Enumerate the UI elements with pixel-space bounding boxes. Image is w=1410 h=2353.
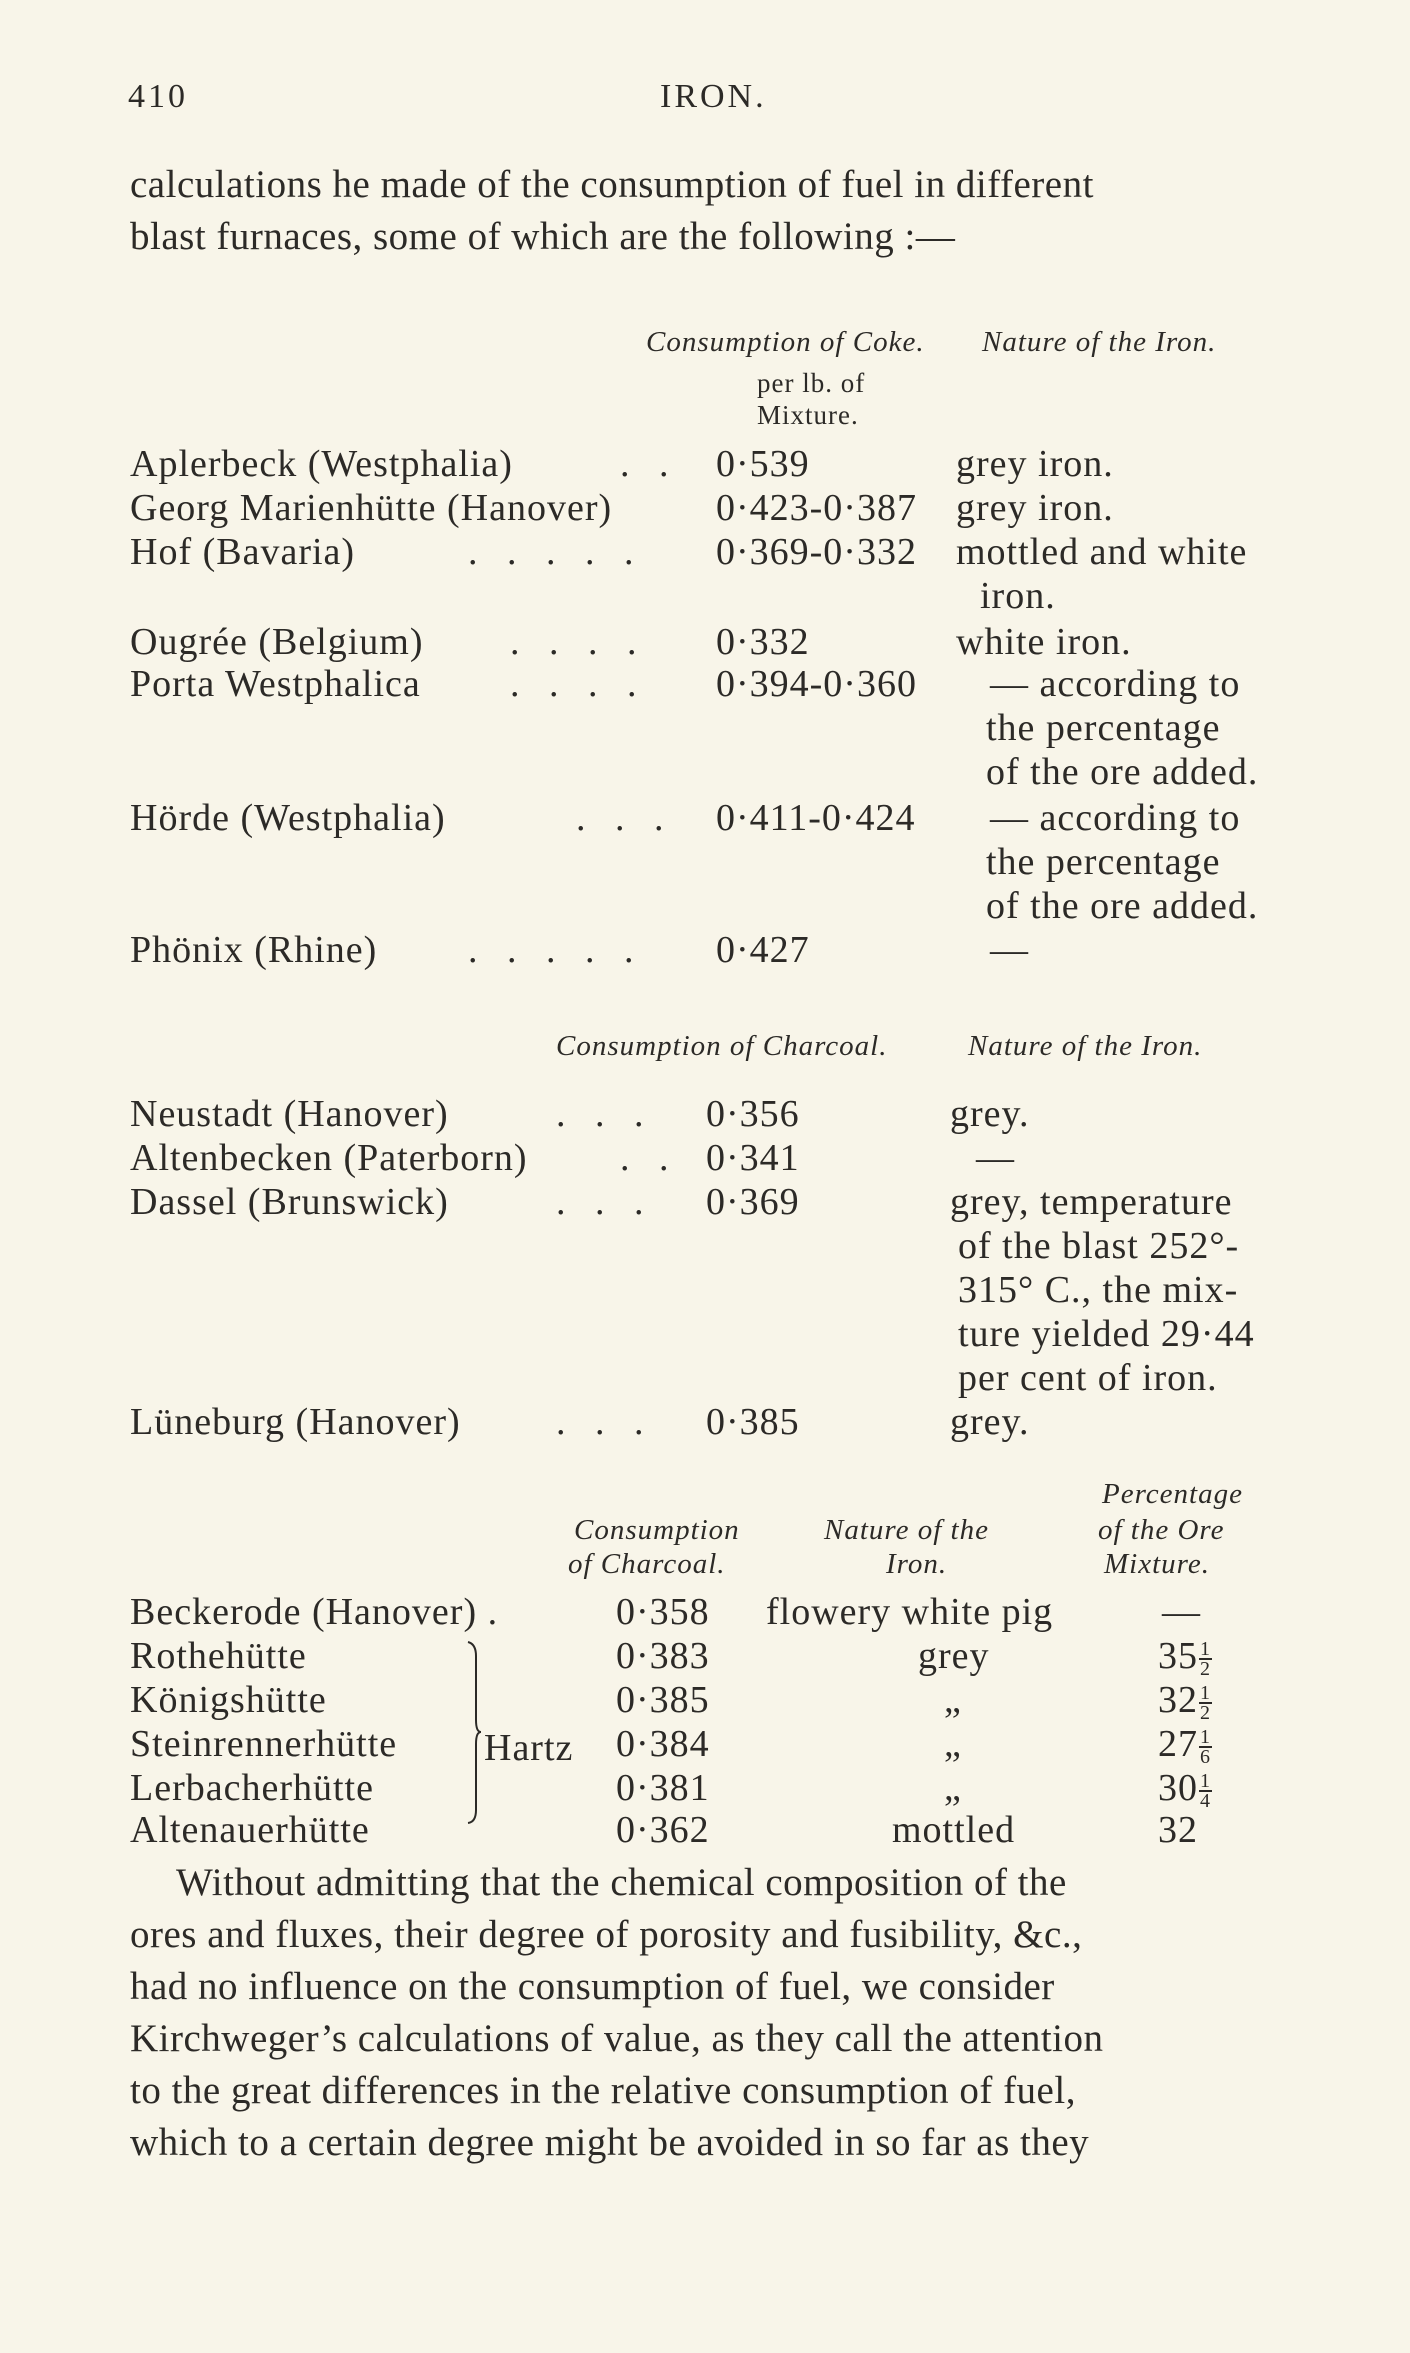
coke-row-value: 0·423-0·387 <box>716 487 917 529</box>
hartz-row-name: Beckerode (Hanover) . <box>130 1591 499 1633</box>
hartz-percent-header-1: Percentage <box>1102 1478 1243 1510</box>
charcoal-row-value: 0·341 <box>706 1137 800 1179</box>
charcoal-consumption-header: Consumption of Charcoal. <box>556 1030 888 1062</box>
coke-per-line-1: per lb. of <box>757 368 866 398</box>
closing-line-2: ores and fluxes, their degree of porosity and fusibility, &c., <box>130 1913 1083 1956</box>
coke-row-nature: grey iron. <box>956 487 1114 529</box>
coke-row-nature: mottled and white <box>956 531 1248 573</box>
charcoal-row-dots: . . . <box>556 1401 654 1443</box>
coke-row-nature: the percentage <box>986 841 1221 883</box>
coke-row-value: 0·332 <box>716 621 810 663</box>
pct-whole: 30 <box>1158 1767 1198 1809</box>
closing-line-6: which to a certain degree might be avoided in so far as they <box>130 2121 1090 2164</box>
pct-fraction <box>1199 1770 1212 1813</box>
hartz-row-nature: „ <box>944 1679 962 1721</box>
closing-line-3: had no influence on the consumption of fuel, we consider <box>130 1965 1055 2008</box>
hartz-row-percent: — <box>1162 1591 1201 1633</box>
coke-row-dots: . . . . . <box>468 531 644 573</box>
coke-row-name: Ougrée (Belgium) <box>130 621 424 663</box>
hartz-row-name: Königshütte <box>130 1679 327 1721</box>
hartz-row-percent: 32 <box>1158 1809 1198 1851</box>
charcoal-row-dots: . . . <box>556 1181 654 1223</box>
hartz-row-value: 0·385 <box>616 1679 710 1721</box>
coke-row-value: 0·539 <box>716 443 810 485</box>
pct-num: 1 <box>1200 1638 1211 1661</box>
charcoal-row-name: Dassel (Brunswick) <box>130 1181 449 1223</box>
coke-row-dots: . . . . <box>510 621 647 663</box>
coke-row-name: Hof (Bavaria) <box>130 531 356 573</box>
coke-row-nature: — according to <box>990 797 1241 839</box>
charcoal-row-nature: — <box>976 1137 1015 1179</box>
charcoal-row-nature: grey, temperature <box>950 1181 1233 1223</box>
hartz-row-nature: mottled <box>892 1809 1016 1851</box>
pct-num: 1 <box>1200 1682 1211 1705</box>
pct-fraction <box>1199 1726 1212 1769</box>
charcoal-row-nature: per cent of iron. <box>958 1357 1218 1399</box>
coke-row-value: 0·369-0·332 <box>716 531 917 573</box>
hartz-consumption-header-1: Consumption <box>574 1514 740 1546</box>
pct-den: 6 <box>1200 1746 1211 1769</box>
charcoal-row-value: 0·385 <box>706 1401 800 1443</box>
coke-row-dots: . . . <box>576 797 674 839</box>
charcoal-row-name: Neustadt (Hanover) <box>130 1093 449 1135</box>
charcoal-row-nature: ture yielded 29·44 <box>958 1313 1255 1355</box>
charcoal-row-name: Lüneburg (Hanover) <box>130 1401 461 1443</box>
closing-line-4: Kirchweger’s calculations of value, as they call the attention <box>130 2017 1104 2060</box>
charcoal-row-dots: . . <box>620 1137 679 1179</box>
hartz-brace <box>466 1640 482 1825</box>
coke-row-dots: . . . . <box>510 663 647 705</box>
hartz-consumption-header-2: of Charcoal. <box>568 1548 726 1580</box>
coke-row-nature: the percentage <box>986 707 1221 749</box>
closing-line-5: to the great differences in the relative consumption of fuel, <box>130 2069 1076 2112</box>
charcoal-row-nature: grey. <box>950 1401 1030 1443</box>
hartz-nature-header-2: Iron. <box>886 1548 948 1580</box>
coke-row-name: Aplerbeck (Westphalia) <box>130 443 513 485</box>
charcoal-nature-header: Nature of the Iron. <box>968 1030 1203 1062</box>
pct-den: 2 <box>1200 1658 1211 1681</box>
hartz-row-value: 0·383 <box>616 1635 710 1677</box>
pct-whole: 32 <box>1158 1679 1198 1721</box>
hartz-row-name: Lerbacherhütte <box>130 1767 374 1809</box>
charcoal-row-dots: . . . <box>556 1093 654 1135</box>
charcoal-row-name: Altenbecken (Paterborn) <box>130 1137 528 1179</box>
coke-row-dots: . . <box>620 443 679 485</box>
hartz-row-value: 0·358 <box>616 1591 710 1633</box>
hartz-row-nature: „ <box>944 1767 962 1809</box>
coke-row-name: Phönix (Rhine) <box>130 929 378 971</box>
intro-line-1: calculations he made of the consumption of fuel in different <box>130 163 1094 206</box>
pct-num: 1 <box>1200 1770 1211 1793</box>
coke-row-name: Georg Marienhütte (Hanover) <box>130 487 613 529</box>
charcoal-row-value: 0·356 <box>706 1093 800 1135</box>
hartz-percent-header-2: of the Ore <box>1098 1514 1225 1546</box>
hartz-row-percent <box>1158 1722 1212 1769</box>
hartz-row-name: Altenauerhütte <box>130 1809 370 1851</box>
hartz-percent-header-3: Mixture. <box>1104 1548 1210 1580</box>
coke-row-value: 0·411-0·424 <box>716 797 916 839</box>
hartz-row-value: 0·384 <box>616 1723 710 1765</box>
hartz-row-nature: grey <box>918 1635 990 1677</box>
pct-fraction <box>1199 1682 1212 1725</box>
hartz-row-percent <box>1158 1634 1212 1681</box>
coke-row-value: 0·394-0·360 <box>716 663 917 705</box>
closing-line-1: Without admitting that the chemical composition of the <box>176 1861 1067 1904</box>
hartz-row-percent <box>1158 1678 1212 1725</box>
charcoal-row-nature: of the blast 252°- <box>958 1225 1240 1267</box>
coke-row-nature: — according to <box>990 663 1241 705</box>
charcoal-row-value: 0·369 <box>706 1181 800 1223</box>
page-number: 410 <box>128 78 188 115</box>
coke-consumption-header: Consumption of Coke. <box>646 326 925 358</box>
hartz-group-label: Hartz <box>484 1727 574 1769</box>
coke-row-nature: grey iron. <box>956 443 1114 485</box>
pct-num: 1 <box>1200 1726 1211 1749</box>
coke-row-name: Porta Westphalica <box>130 663 421 705</box>
hartz-nature-header-1: Nature of the <box>824 1514 989 1546</box>
hartz-row-value: 0·381 <box>616 1767 710 1809</box>
coke-row-nature: of the ore added. <box>986 751 1259 793</box>
charcoal-row-nature: 315° C., the mix- <box>958 1269 1239 1311</box>
hartz-row-nature: flowery white pig <box>766 1591 1054 1633</box>
pct-den: 2 <box>1200 1702 1211 1725</box>
hartz-row-name: Rothehütte <box>130 1635 307 1677</box>
coke-row-nature: white iron. <box>956 621 1132 663</box>
charcoal-row-nature: grey. <box>950 1093 1030 1135</box>
coke-row-nature: — <box>990 929 1029 971</box>
hartz-row-value: 0·362 <box>616 1809 710 1851</box>
pct-whole: 27 <box>1158 1723 1198 1765</box>
pct-fraction <box>1199 1638 1212 1681</box>
coke-row-name: Hörde (Westphalia) <box>130 797 446 839</box>
coke-row-value: 0·427 <box>716 929 810 971</box>
coke-nature-header: Nature of the Iron. <box>982 326 1217 358</box>
intro-line-2: blast furnaces, some of which are the following :— <box>130 215 956 258</box>
hartz-row-nature: „ <box>944 1723 962 1765</box>
running-head: IRON. <box>660 78 767 115</box>
coke-row-dots: . . . . . <box>468 929 644 971</box>
pct-den: 4 <box>1200 1790 1211 1813</box>
coke-row-nature: iron. <box>980 575 1056 617</box>
coke-row-nature: of the ore added. <box>986 885 1259 927</box>
hartz-row-percent <box>1158 1766 1212 1813</box>
pct-whole: 35 <box>1158 1635 1198 1677</box>
coke-per-line-2: Mixture. <box>757 400 859 430</box>
hartz-row-name: Steinrennerhütte <box>130 1723 398 1765</box>
